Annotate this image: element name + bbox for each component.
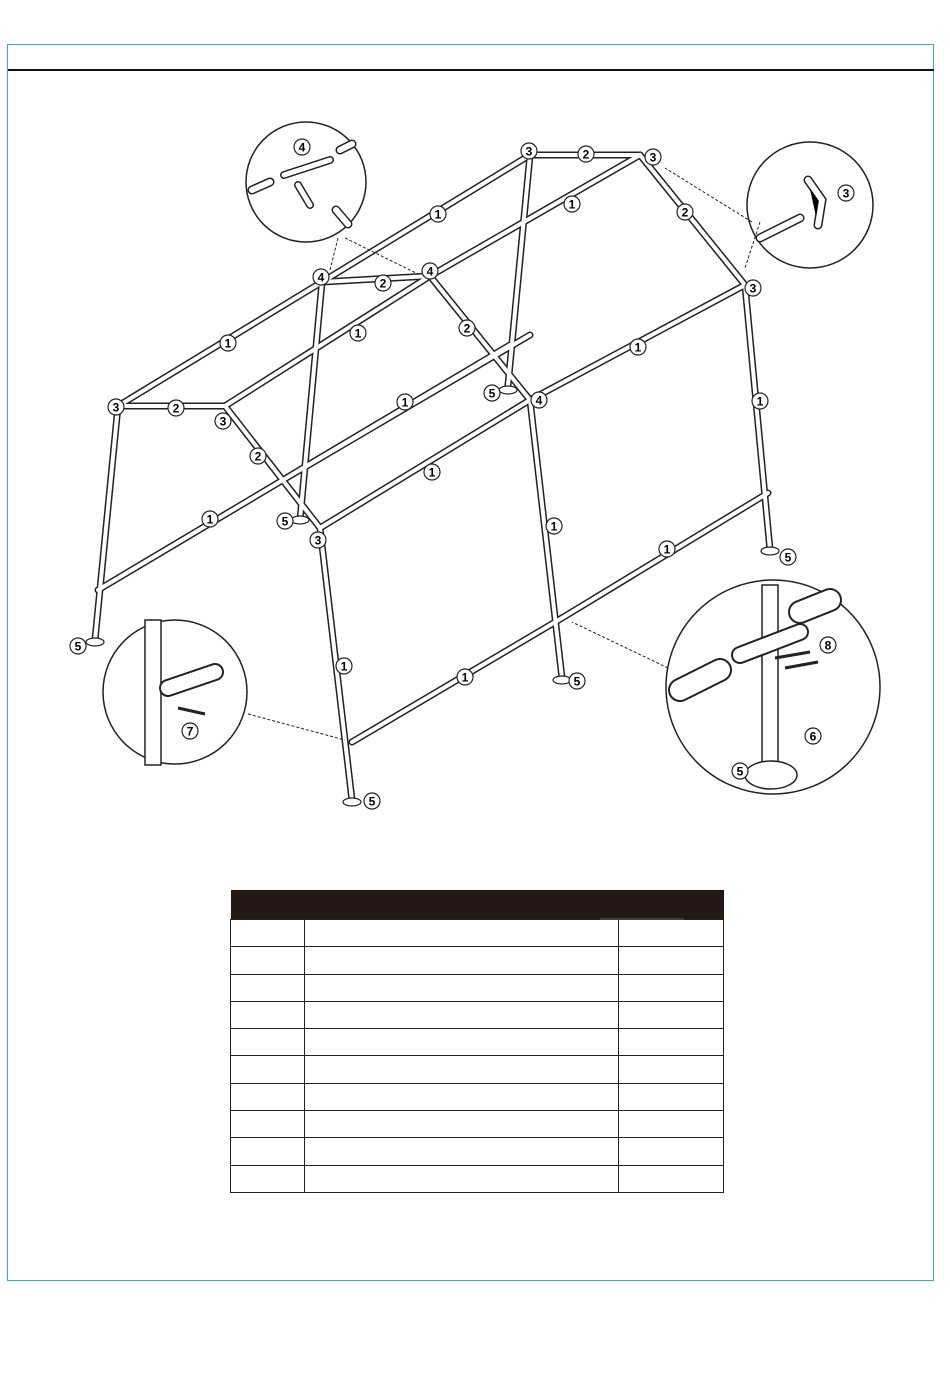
callout-pole — [350, 325, 366, 341]
table-cell — [231, 920, 305, 947]
callout-number: 3 — [525, 144, 533, 159]
callout-number: 3 — [314, 533, 322, 548]
table-header-cell — [305, 890, 619, 920]
header-underline — [600, 918, 684, 920]
table-cell — [305, 1138, 619, 1165]
callout-corner — [521, 143, 537, 159]
callout-short-pole — [375, 275, 391, 291]
callout-number: 2 — [254, 449, 262, 464]
callout-number: 1 — [206, 512, 214, 527]
table-row — [231, 974, 724, 1001]
table-cell — [619, 947, 724, 974]
table-cell — [619, 1001, 724, 1028]
table-cell — [619, 1138, 724, 1165]
callout-number: 1 — [550, 519, 558, 534]
callout-foot — [70, 638, 86, 654]
table-cell — [619, 920, 724, 947]
callout-short-pole — [578, 146, 594, 162]
table-cell — [231, 947, 305, 974]
callout-foot — [732, 763, 748, 779]
callout-number: 5 — [784, 550, 792, 565]
callout-number: 5 — [74, 639, 82, 654]
table-cell — [231, 1111, 305, 1138]
callout-number: 4 — [317, 270, 325, 285]
callout-number: 1 — [224, 336, 232, 351]
callout-corner — [645, 149, 661, 165]
callout-number: 4 — [535, 393, 543, 408]
callout-number: 5 — [488, 386, 496, 401]
callout-pole — [564, 196, 580, 212]
table-header-cell — [231, 890, 305, 920]
table-cell — [619, 1029, 724, 1056]
callout-pole — [430, 206, 446, 222]
callout-corner — [838, 185, 854, 201]
callout-tee — [422, 263, 438, 279]
callout-number: 1 — [461, 670, 469, 685]
callout-tee — [531, 392, 547, 408]
table-cell — [619, 1111, 724, 1138]
table-cell — [305, 1001, 619, 1028]
callout-number: 4 — [298, 140, 306, 155]
table-cell — [305, 1056, 619, 1083]
callout-number: 3 — [112, 400, 120, 415]
table-cell — [305, 947, 619, 974]
callout-foot — [484, 385, 500, 401]
callout-foot — [569, 673, 585, 689]
callout-number: 1 — [756, 394, 764, 409]
callout-short-pole — [168, 400, 184, 416]
callout-number: 5 — [736, 764, 744, 779]
detail-foot — [666, 580, 880, 794]
callout-pole — [457, 669, 473, 685]
detail-bolt — [103, 620, 247, 765]
detail-corner — [747, 142, 873, 268]
table-row — [231, 1165, 724, 1192]
table-cell — [305, 1111, 619, 1138]
callout-number: 5 — [281, 514, 289, 529]
table-row — [231, 1138, 724, 1165]
table-row — [231, 1083, 724, 1110]
table-cell — [619, 1165, 724, 1192]
table-cell — [231, 1083, 305, 1110]
callout-pole — [630, 339, 646, 355]
callout-number: 8 — [824, 638, 832, 653]
table-row — [231, 1029, 724, 1056]
table-cell — [231, 974, 305, 1001]
callout-pole — [220, 335, 236, 351]
callout-corner — [108, 399, 124, 415]
table-cell — [305, 1083, 619, 1110]
callout-number: 1 — [568, 197, 576, 212]
callout-corner — [215, 413, 231, 429]
callout-corner — [745, 280, 761, 296]
callout-tee — [294, 139, 310, 155]
callout-number: 7 — [186, 724, 194, 739]
callout-foot — [364, 793, 380, 809]
callout-foot — [277, 513, 293, 529]
callout-number: 3 — [649, 150, 657, 165]
callout-number: 1 — [634, 340, 642, 355]
callout-number: 1 — [401, 395, 409, 410]
table-cell — [231, 1029, 305, 1056]
callout-tee — [313, 269, 329, 285]
callout-number: 2 — [463, 321, 471, 336]
table-cell — [619, 974, 724, 1001]
callout-number: 1 — [663, 542, 671, 557]
callout-pole — [659, 541, 675, 557]
callout-number: 3 — [842, 186, 850, 201]
parts-table — [230, 890, 724, 1193]
callout-pole — [546, 518, 562, 534]
callout-pole — [397, 394, 413, 410]
callout-pole — [752, 393, 768, 409]
table-cell — [619, 1083, 724, 1110]
callout-number: 4 — [426, 264, 434, 279]
callout-number: 2 — [379, 276, 387, 291]
callout-pole — [336, 658, 352, 674]
callout-number: 2 — [172, 401, 180, 416]
table-cell — [619, 1056, 724, 1083]
callout-number: 1 — [340, 659, 348, 674]
table-row — [231, 920, 724, 947]
callout-pole — [202, 511, 218, 527]
callout-number: 1 — [428, 465, 436, 480]
callout-number: 2 — [582, 147, 590, 162]
table-cell — [305, 1165, 619, 1192]
table-cell — [305, 920, 619, 947]
table-cell — [231, 1165, 305, 1192]
callout-number: 5 — [573, 674, 581, 689]
callout-hook — [805, 728, 821, 744]
table-cell — [231, 1138, 305, 1165]
callout-number: 1 — [354, 326, 362, 341]
callout-corner — [310, 532, 326, 548]
callout-number: 3 — [749, 281, 757, 296]
table-cell — [231, 1056, 305, 1083]
callout-number: 2 — [681, 205, 689, 220]
callout-bolt — [182, 723, 198, 739]
table-cell — [305, 1029, 619, 1056]
callout-pole — [424, 464, 440, 480]
callout-bolt-nut — [820, 637, 836, 653]
table-row — [231, 1056, 724, 1083]
callout-short-pole — [459, 320, 475, 336]
table-row — [231, 1111, 724, 1138]
callout-number: 6 — [809, 729, 817, 744]
table-cell — [305, 974, 619, 1001]
callout-short-pole — [677, 204, 693, 220]
callout-number: 3 — [219, 414, 227, 429]
table-header-cell — [619, 890, 724, 920]
table-row — [231, 947, 724, 974]
callout-foot — [780, 549, 796, 565]
table-header-row — [231, 890, 724, 920]
callout-short-pole — [250, 448, 266, 464]
table-row — [231, 1001, 724, 1028]
callout-number: 5 — [368, 794, 376, 809]
callout-number: 1 — [434, 207, 442, 222]
table-cell — [231, 1001, 305, 1028]
